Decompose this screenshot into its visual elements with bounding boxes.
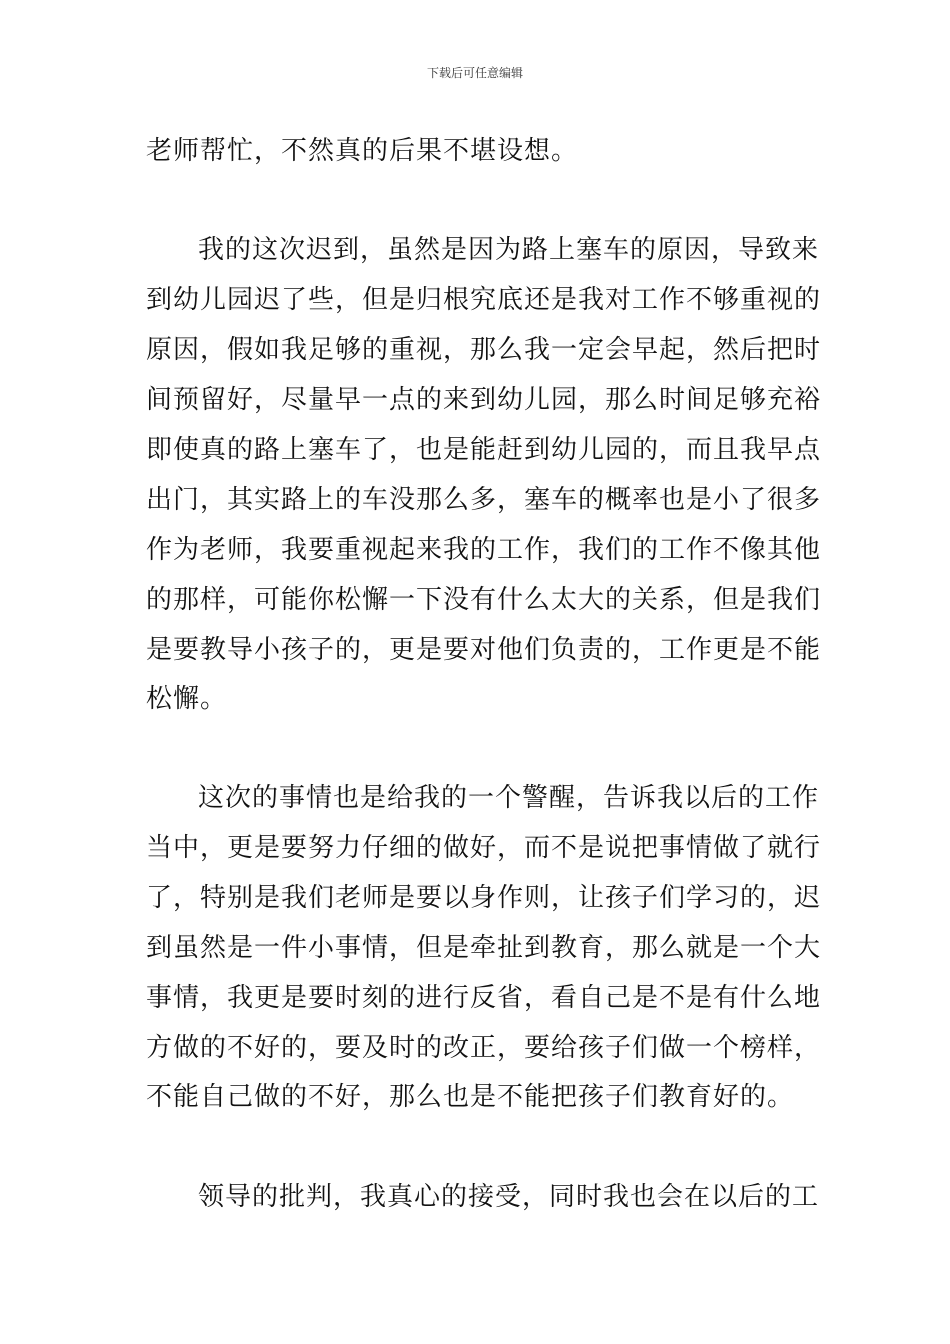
text-line: 事情，我更是要时刻的进行反省，看自己是不是有什么地: [146, 983, 822, 1013]
text-line: 作为老师，我要重视起来我的工作，我们的工作不像其他: [146, 535, 822, 565]
page-header: 下载后可任意编辑: [426, 66, 523, 80]
text-line: 不能自己做的不好，那么也是不能把孩子们教育好的。: [146, 1082, 795, 1112]
text-line: 到虽然是一件小事情，但是牵扯到教育，那么就是一个大: [146, 933, 822, 963]
text-line: 是要教导小孩子的，更是要对他们负责的，工作更是不能: [146, 635, 822, 665]
text-line: 我的这次迟到，虽然是因为路上塞车的原因，导致来: [198, 235, 820, 265]
text-line: 这次的事情也是给我的一个警醒，告诉我以后的工作: [198, 783, 820, 813]
text-line: 间预留好，尽量早一点的来到幼儿园，那么时间足够充裕: [146, 385, 822, 415]
text-line: 老师帮忙，不然真的后果不堪设想。: [146, 136, 579, 166]
text-line: 当中，更是要努力仔细的做好，而不是说把事情做了就行: [146, 833, 822, 863]
text-line: 出门，其实路上的车没那么多，塞车的概率也是小了很多: [146, 485, 822, 515]
text-line: 原因，假如我足够的重视，那么我一定会早起，然后把时: [146, 335, 822, 365]
text-line: 方做的不好的，要及时的改正，要给孩子们做一个榜样，: [146, 1033, 822, 1063]
text-line: 到幼儿园迟了些，但是归根究底还是我对工作不够重视的: [146, 285, 822, 315]
text-line: 领导的批判，我真心的接受，同时我也会在以后的工: [198, 1182, 820, 1212]
text-line: 松懈。: [146, 684, 228, 714]
text-line: 的那样，可能你松懈一下没有什么太大的关系，但是我们: [146, 585, 822, 615]
text-line: 了，特别是我们老师是要以身作则，让孩子们学习的，迟: [146, 883, 822, 913]
text-line: 即使真的路上塞车了，也是能赶到幼儿园的，而且我早点: [146, 435, 822, 465]
